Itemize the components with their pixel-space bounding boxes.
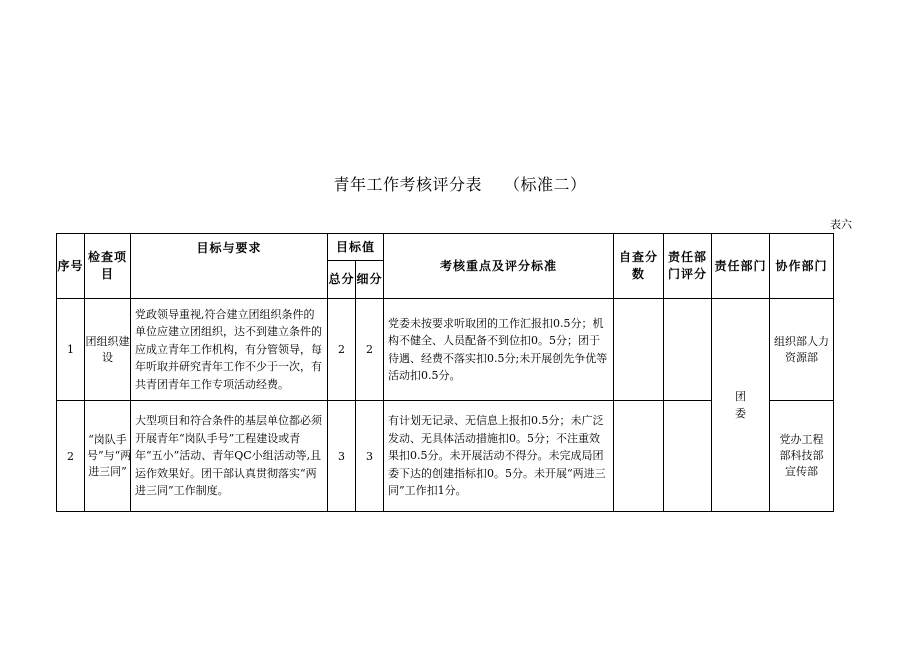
row-dept-score bbox=[664, 401, 712, 512]
row-coop-dept: 组织部人力资源部 bbox=[770, 299, 834, 401]
row-item: 团组织建设 bbox=[85, 299, 131, 401]
row-self-score bbox=[614, 401, 664, 512]
row-total: 3 bbox=[328, 401, 356, 512]
header-item: 检查项目 bbox=[85, 234, 131, 299]
table-row bbox=[57, 299, 834, 401]
page-title bbox=[0, 172, 920, 195]
header-self-score: 自查分数 bbox=[614, 234, 664, 299]
header-criteria: 考核重点及评分标准 bbox=[384, 234, 614, 299]
table-number: 表六 bbox=[830, 218, 852, 231]
header-detail: 细分 bbox=[356, 261, 384, 299]
title-main: 青年工作考核评分表 bbox=[333, 175, 482, 194]
row-total: 2 bbox=[328, 299, 356, 401]
row-dept-score bbox=[664, 299, 712, 401]
row-detail: 3 bbox=[356, 401, 384, 512]
row-self-score bbox=[614, 299, 664, 401]
header-total: 总分 bbox=[328, 261, 356, 299]
row-coop-dept: 党办工程部科技部宣传部 bbox=[770, 401, 834, 512]
header-dept-score: 责任部门评分 bbox=[664, 234, 712, 299]
row-goal: 大型项目和符合条件的基层单位都必须开展青年“岗队手号”工程建设或青年“五小”活动、青年QC小组活动等,且运作效果好。团干部认真贯彻落实“两进三同”工作制度。 bbox=[131, 401, 328, 512]
row-item: “岗队手号”与“两进三同” bbox=[85, 401, 131, 512]
row-seq: 1 bbox=[57, 299, 85, 401]
row-detail: 2 bbox=[356, 299, 384, 401]
header-goal: 目标与要求 bbox=[131, 234, 328, 299]
header-coop-dept: 协作部门 bbox=[770, 234, 834, 299]
row-criteria: 党委未按要求听取团的工作汇报扣0.5分；机构不健全、人员配备不到位扣0。5分；团于待遇、经费不落实扣0.5分;未开展创先争优等活动扣0.5分。 bbox=[384, 299, 614, 401]
evaluation-table bbox=[56, 233, 834, 512]
row-criteria: 有计划无记录、无信息上报扣0.5分；未广泛发动、无具体活动措施扣0。5分；不注重效果扣0.5分。未开展活动不得分。未完成局团委下达的创建指标扣0。5分。未开展“两进三同”工作扣1分。 bbox=[384, 401, 614, 512]
row-resp-dept: 团委 bbox=[712, 299, 770, 512]
title-sub: （标准二） bbox=[504, 175, 587, 194]
header-seq: 序号 bbox=[57, 234, 85, 299]
header-target: 目标值 bbox=[328, 234, 384, 261]
row-goal: 党政领导重视,符合建立团组织条件的单位应建立团组织，达不到建立条件的应成立青年工作机构，有分管领导，每年听取并研究青年工作不少于一次，有共青团青年工作专项活动经费。 bbox=[131, 299, 328, 401]
row-seq: 2 bbox=[57, 401, 85, 512]
header-resp-dept: 责任部门 bbox=[712, 234, 770, 299]
